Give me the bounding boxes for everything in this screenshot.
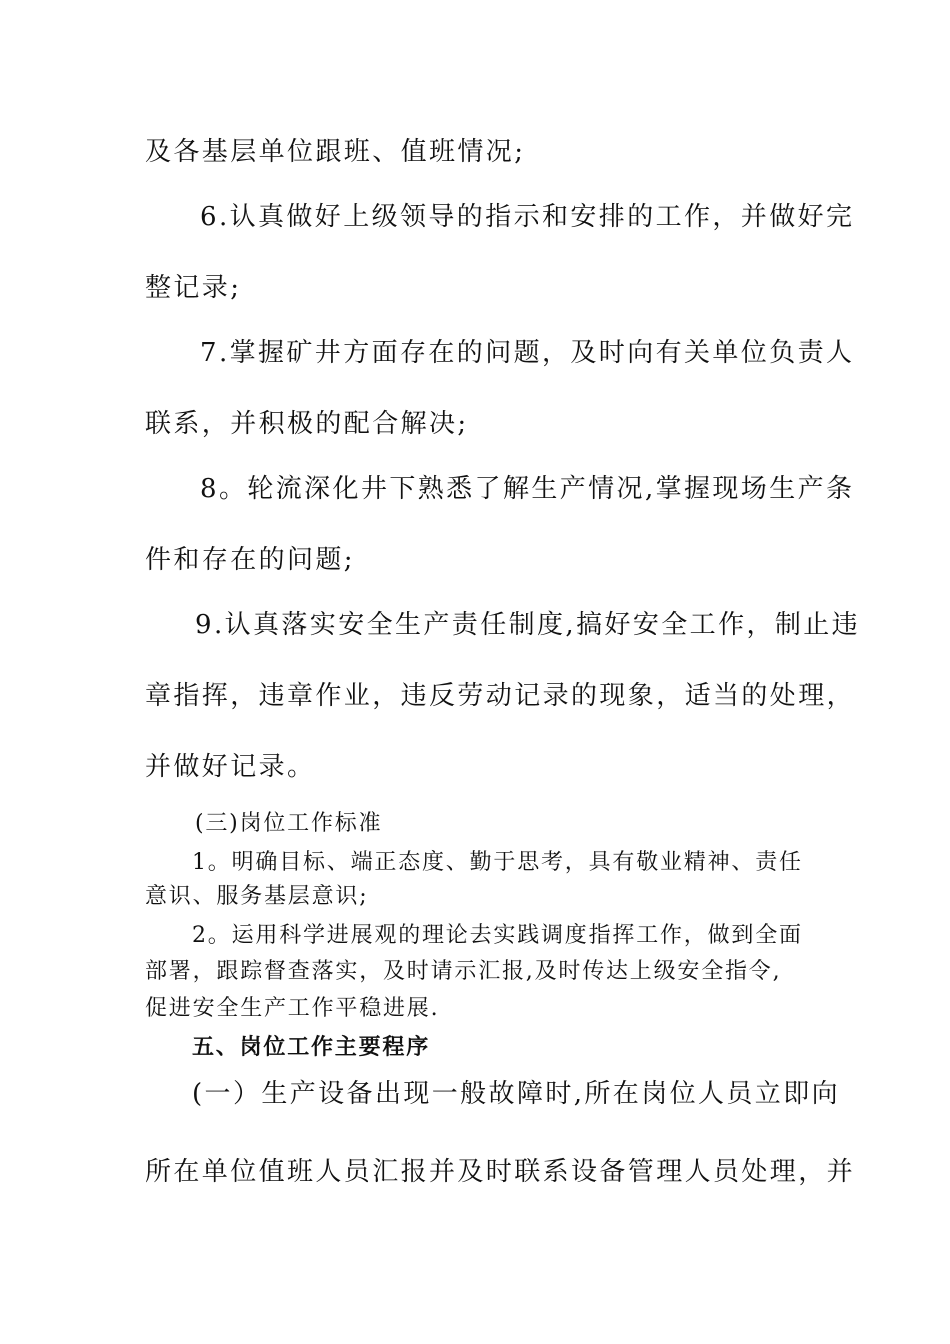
text-line: 并做好记录。 — [145, 752, 316, 782]
text-line: 促进安全生产工作平稳进展. — [145, 996, 440, 1021]
section-title: 五、岗位工作主要程序 — [192, 1034, 431, 1060]
text-line: 6.认真做好上级领导的指示和安排的工作，并做好完 — [200, 202, 855, 232]
text-line: 联系，并积极的配合解决; — [145, 409, 469, 439]
text-line: 7.掌握矿井方面存在的问题，及时向有关单位负责人 — [200, 338, 855, 368]
text-line: 件和存在的问题; — [145, 545, 355, 575]
text-line: 2。运用科学进展观的理论去实践调度指挥工作，做到全面 — [192, 923, 803, 948]
text-line: 整记录; — [145, 273, 242, 303]
text-line: (一）生产设备出现一般故障时,所在岗位人员立即向 — [192, 1079, 841, 1109]
text-line: 意识、服务基层意识; — [145, 884, 369, 909]
text-line: 8。轮流深化井下熟悉了解生产情况,掌握现场生产条 — [200, 474, 855, 504]
text-line: 章指挥，违章作业，违反劳动记录的现象，适当的处理， — [145, 681, 856, 711]
text-line: 部署，跟踪督查落实，及时请示汇报,及时传达上级安全指令, — [145, 959, 782, 984]
text-line: 所在单位值班人员汇报并及时联系设备管理人员处理，并 — [145, 1157, 856, 1187]
text-line: 9.认真落实安全生产责任制度,搞好安全工作，制止违 — [195, 610, 861, 640]
text-line: 1。明确目标、端正态度、勤于思考，具有敬业精神、责任 — [192, 850, 803, 875]
text-line: 及各基层单位跟班、值班情况; — [145, 137, 526, 167]
section-heading: (三)岗位工作标准 — [195, 811, 383, 836]
